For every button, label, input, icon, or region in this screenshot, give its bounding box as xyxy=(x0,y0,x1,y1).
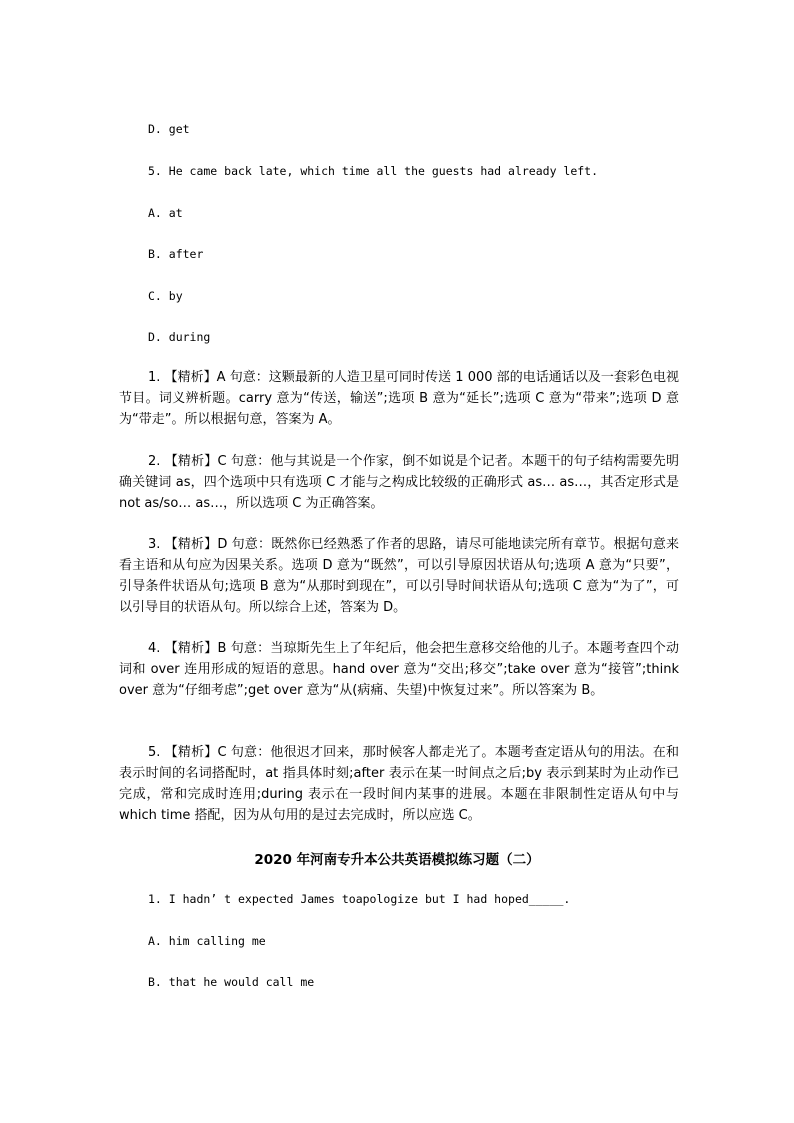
option-a-bottom: A. him calling me xyxy=(148,934,266,948)
question-5-stem: 5. He came back late, which time all the guests had already left. xyxy=(148,164,599,178)
option-a: A. at xyxy=(148,206,183,220)
explanation-1: 1. 【精析】A 句意：这颗最新的人造卫星可同时传送 1 000 部的电话通话以及一套彩色电视节目。词义辨析题。carry 意为“传送，输送”;选项 B 意为“延长”;选项 C 意为“带来”;选项 D 意为“带走”。所以根据句意，答案为 A。 xyxy=(119,370,679,427)
section-title: 2020 年河南专升本公共英语模拟练习题（二） xyxy=(254,852,540,868)
option-d: D. during xyxy=(148,330,211,344)
option-c: C. by xyxy=(148,289,183,303)
explanation-5: 5. 【精析】C 句意：他很迟才回来，那时候客人都走光了。本题考查定语从句的用法。在和表示时间的名词搭配时，at 指具体时刻;after 表示在某一时间点之后;by 表示到某时为止动作已完成，常和完成时连用;during 表示在一段时间内某事的进展。本题在非限制性定语从句中与 which time 搭配，因为从句用的是过去完成时，所以应选 C。 xyxy=(119,745,679,823)
option-b: B. after xyxy=(148,247,204,261)
question-1-stem: 1. I hadn’ t expected James toapologize but I had hoped_____. xyxy=(148,892,571,906)
option-d-get: D. get xyxy=(148,122,190,136)
option-b-bottom: B. that he would call me xyxy=(148,975,315,989)
explanation-4: 4. 【精析】B 句意：当琼斯先生上了年纪后，他会把生意移交给他的儿子。本题考查四个动词和 over 连用形成的短语的意思。hand over 意为“交出;移交”;take over 意为“接管”;think over 意为“仔细考虑”;get over 意为“从(病痛、失望)中恢复过来”。所以答案为 B。 xyxy=(119,641,679,698)
explanation-2: 2. 【精析】C 句意：他与其说是一个作家，倒不如说是个记者。本题干的句子结构需要先明确关键词 as，四个选项中只有选项 C 才能与之构成比较级的正确形式 as… as…，其否定形式是 not as/so… as…，所以选项 C 为正确答案。 xyxy=(119,454,679,511)
explanation-3: 3. 【精析】D 句意：既然你已经熟悉了作者的思路，请尽可能地读完所有章节。根据句意来看主语和从句应为因果关系。选项 D 意为“既然”，可以引导原因状语从句;选项 A 意为“只要”，引导条件状语从句;选项 B 意为“从那时到现在”，可以引导时间状语从句;选项 C 意为“为了”，可以引导目的状语从句。所以综合上述，答案为 D。 xyxy=(119,537,679,615)
